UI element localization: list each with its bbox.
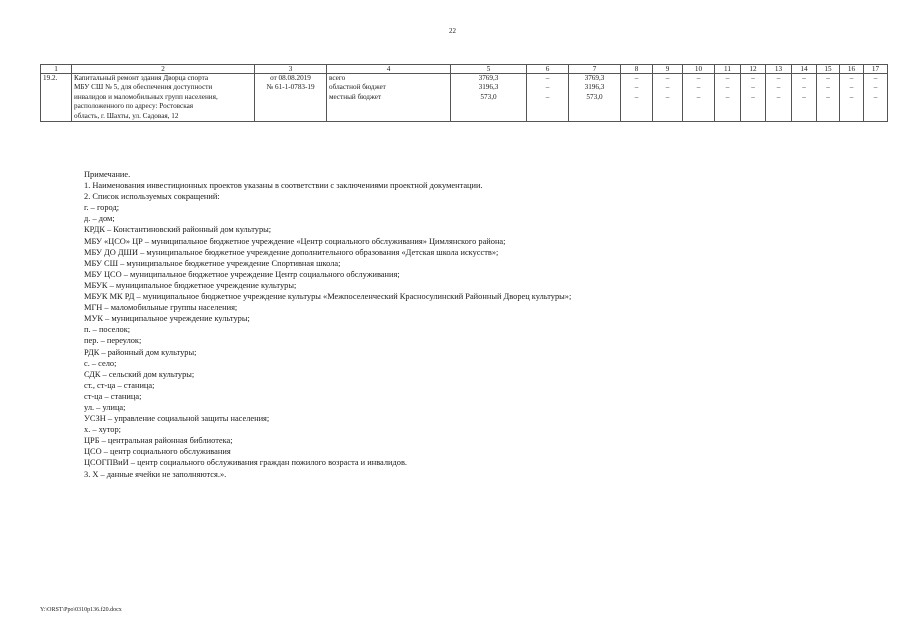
column-number: 13 (766, 65, 792, 74)
dash: – (873, 74, 878, 82)
dash-cell (741, 74, 766, 122)
dash: – (665, 83, 670, 92)
column-number: 10 (683, 65, 715, 74)
abbreviation-line: КРДК – Константиновский районный дом культуры; (84, 225, 272, 235)
column-number: 17 (864, 65, 888, 74)
col6-cell (527, 74, 569, 122)
abbreviation-line: МБУК – муниципальное бюджетное учреждение культуры; (84, 280, 297, 290)
dash: – (725, 74, 730, 82)
abbreviation-line: г. – город; (84, 203, 120, 213)
abbreviation-line: МУК – муниципальное учреждение культуры; (84, 314, 250, 324)
dash: – (696, 92, 701, 101)
abbreviation-line: МБУ «ЦСО» ЦР – муниципальное бюджетное учреждение «Центр социального обслуживания» Цимлянского района; (84, 236, 506, 246)
col6-value: – (545, 83, 550, 92)
notes-title: Примечание. (84, 170, 131, 179)
dash-cell (766, 74, 792, 122)
dash: – (826, 92, 830, 101)
total-cell (451, 74, 527, 122)
project-name-line: МБУ СШ № 5, для обеспечения доступности (74, 83, 213, 92)
dash: – (849, 83, 854, 92)
dash-cell (792, 74, 817, 122)
column-number: 16 (840, 65, 864, 74)
col6-value: – (545, 74, 550, 82)
column-number: 6 (527, 65, 569, 74)
dash: – (665, 74, 670, 82)
dash-cell (683, 74, 715, 122)
dash: – (802, 74, 806, 82)
column-number-row (41, 65, 888, 74)
conclusion-cell (255, 74, 327, 122)
dash: – (776, 74, 781, 82)
conclusion-number: № 61-1-0783-19 (266, 83, 315, 92)
abbreviation-line: п. – поселок; (84, 325, 131, 335)
dash: – (873, 92, 878, 101)
total-value: 3769,3 (478, 74, 499, 82)
abbreviation-line: ЦСОГПВиИ – центр социального обслуживания граждан пожилого возраста и инвалидов. (84, 458, 407, 468)
table-row (41, 74, 888, 122)
dash: – (776, 92, 781, 101)
abbreviation-line: МГН – маломобильные группы населения; (84, 303, 238, 313)
project-name-line: расположенного по адресу: Ростовская (74, 102, 194, 111)
column-number: 1 (41, 65, 72, 74)
funding-source: областной бюджет (329, 83, 386, 92)
file-path-footer: Y:\ORST\Ppo\0310p136.f20.docx (40, 607, 122, 613)
project-name-line: инвалидов и маломобильных групп населения, (74, 92, 218, 101)
total-value: 573,0 (480, 92, 497, 101)
note-line: 1. Наименования инвестиционных проектов указаны в соответствии с заключениями проектной документации. (84, 181, 483, 191)
note-line: 3. Х – данные ячейки не заполняются.». (84, 469, 227, 479)
dash-cell (621, 74, 653, 122)
notes-section (84, 169, 864, 480)
note-line: 2. Список используемых сокращений: (84, 192, 220, 202)
abbreviation-line: МБУК МК РД – муниципальное бюджетное учреждение культуры «Межпоселенческий Красносулинский Районный Дворец культуры»; (84, 292, 572, 302)
abbreviation-line: МБУ ДО ДШИ – муниципальное бюджетное учреждение дополнительного образования «Детская школа искусств»; (84, 247, 499, 257)
dash-cell (817, 74, 840, 122)
funding-source: местный бюджет (329, 92, 382, 101)
abbreviation-line: пер. – переулок; (84, 336, 142, 346)
dash: – (751, 92, 755, 101)
project-name-line: Капитальный ремонт здания Дворца спорта (74, 74, 209, 82)
column-number: 12 (741, 65, 766, 74)
investment-table (40, 64, 888, 122)
dash: – (751, 83, 755, 92)
dash: – (696, 74, 701, 82)
column-number: 2 (72, 65, 255, 74)
abbreviation-line: х. – хутор; (84, 425, 121, 435)
conclusion-date: от 08.08.2019 (270, 74, 311, 82)
total-value: 3196,3 (478, 83, 499, 92)
dash: – (826, 74, 830, 82)
col7-value: 3196,3 (584, 83, 605, 92)
dash: – (665, 92, 670, 101)
row-number: 19.2. (41, 74, 72, 122)
abbreviation-line: РДК – районный дом культуры; (84, 347, 197, 357)
dash: – (634, 74, 639, 82)
abbreviation-line: МБУ СШ – муниципальное бюджетное учреждение Спортивная школа; (84, 258, 341, 268)
abbreviation-line: ст., ст-ца – станица; (84, 380, 155, 390)
project-name-cell (72, 74, 255, 122)
column-number: 5 (451, 65, 527, 74)
dash: – (696, 83, 701, 92)
dash: – (802, 83, 806, 92)
dash: – (802, 92, 806, 101)
dash: – (634, 92, 639, 101)
dash-cell (864, 74, 888, 122)
dash-cell (653, 74, 683, 122)
dash: – (826, 83, 830, 92)
dash-cell (840, 74, 864, 122)
dash: – (849, 92, 854, 101)
col7-value: 573,0 (586, 92, 603, 101)
abbreviation-line: ст-ца – станица; (84, 391, 142, 401)
dash: – (725, 83, 730, 92)
abbreviation-line: МБУ ЦСО – муниципальное бюджетное учреждение Центр социального обслуживания; (84, 269, 400, 279)
page-number: 22 (449, 27, 456, 35)
col6-value: – (545, 92, 550, 101)
funding-source-cell (327, 74, 451, 122)
dash: – (849, 74, 854, 82)
abbreviation-line: ул. – улица; (84, 402, 126, 412)
column-number: 7 (569, 65, 621, 74)
abbreviation-line: д. – дом; (84, 214, 115, 224)
dash: – (634, 83, 639, 92)
dash: – (725, 92, 730, 101)
project-name-line: область, г. Шахты, ул. Садовая, 12 (74, 111, 179, 120)
column-number: 4 (327, 65, 451, 74)
column-number: 9 (653, 65, 683, 74)
column-number: 3 (255, 65, 327, 74)
dash-cell (715, 74, 741, 122)
column-number: 15 (817, 65, 840, 74)
funding-source: всего (329, 74, 346, 82)
abbreviation-line: ЦРБ – центральная районная библиотека; (84, 436, 233, 446)
abbreviation-line: УСЗН – управление социальной защиты населения; (84, 414, 270, 424)
dash: – (751, 74, 755, 82)
dash: – (776, 83, 781, 92)
column-number: 8 (621, 65, 653, 74)
abbreviation-line: с. – село; (84, 358, 117, 368)
column-number: 14 (792, 65, 817, 74)
abbreviation-line: СДК – сельский дом культуры; (84, 369, 195, 379)
dash: – (873, 83, 878, 92)
column-number: 11 (715, 65, 741, 74)
abbreviation-line: ЦСО – центр социального обслуживания (84, 447, 231, 457)
col7-cell (569, 74, 621, 122)
col7-value: 3769,3 (584, 74, 605, 82)
